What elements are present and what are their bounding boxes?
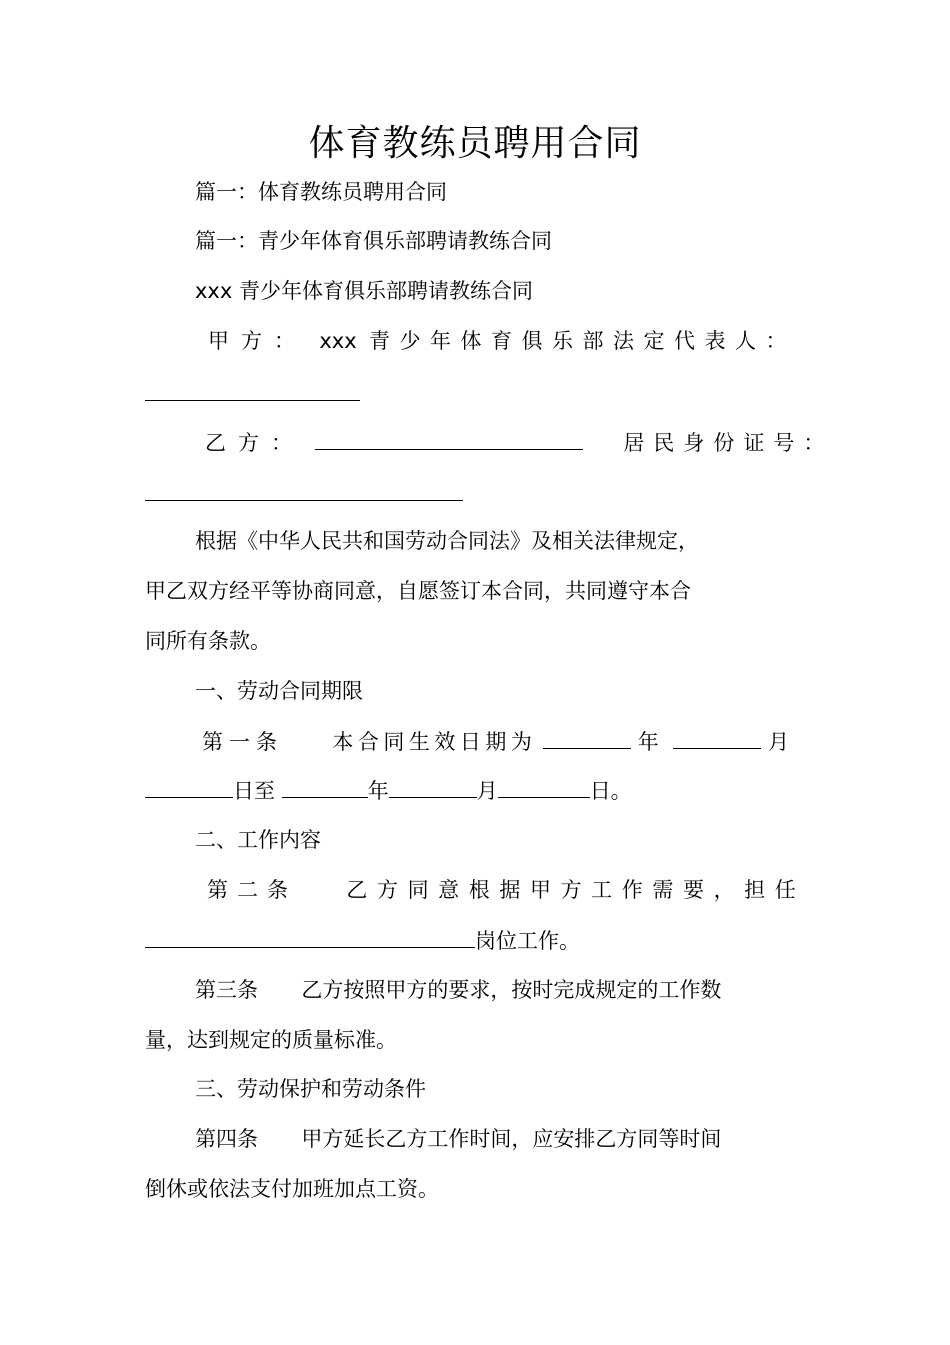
article-1-day-end: 日。 (589, 779, 632, 803)
subtitle-1: 篇一：体育教练员聘用合同 (195, 180, 447, 204)
article-3-head: 第三条 (195, 978, 258, 1002)
article-1-month: 月 (768, 730, 790, 754)
article-4-line-2: 倒休或依法支付加班加点工资。 (145, 1177, 439, 1201)
article-1-head: 第一条 (202, 730, 283, 754)
article-1-text: 本合同生效日期为 (332, 730, 537, 754)
party-a-rest: 青少年体育俱乐部法定代表人： (368, 329, 796, 353)
end-month-blank[interactable] (389, 775, 477, 798)
article-1-line-1 (202, 726, 805, 757)
party-a-label: 甲方： (208, 329, 307, 353)
subtitle-3: xxx 青少年体育俱乐部聘请教练合同 (195, 279, 533, 303)
end-day-blank[interactable] (498, 775, 590, 798)
party-b-id-blank[interactable] (145, 478, 463, 501)
party-b-id-blank-line (145, 478, 805, 509)
intro-line-2: 甲乙双方经平等协商同意，自愿签订本合同，共同遵守本合 (145, 579, 691, 603)
document-title: 体育教练员聘用合同 (308, 123, 642, 164)
party-a-blank-line (145, 378, 805, 409)
article-1-year: 年 (637, 730, 659, 754)
party-a-line (208, 326, 796, 356)
party-b-id-label: 居民身份证号： (623, 431, 834, 455)
section-1-heading: 一、劳动合同期限 (195, 679, 363, 703)
article-4-text-1: 甲方延长乙方工作时间，应安排乙方同等时间 (301, 1127, 722, 1151)
article-1-month-2: 月 (476, 779, 498, 803)
article-3-text-1: 乙方按照甲方的要求，按时完成规定的工作数 (301, 978, 722, 1002)
party-b-name-blank[interactable] (315, 427, 583, 450)
article-2-text: 乙方同意根据甲方工作需要，担任 (346, 878, 806, 902)
party-a-name: xxx (319, 329, 357, 353)
article-1-year-2: 年 (367, 779, 389, 803)
article-1-day-to: 日至 (233, 779, 275, 803)
article-2-tail: 岗位工作。 (475, 929, 580, 953)
party-a-rep-blank[interactable] (145, 378, 360, 401)
section-2-heading: 二、工作内容 (195, 828, 321, 852)
article-3-line-1 (195, 975, 805, 1005)
start-month-blank[interactable] (673, 726, 761, 749)
article-2-line-1 (207, 875, 805, 905)
party-b-label: 乙方： (205, 431, 304, 455)
article-1-line-2 (145, 775, 805, 806)
start-day-blank[interactable] (145, 775, 233, 798)
section-3-heading: 三、劳动保护和劳动条件 (195, 1077, 426, 1101)
article-3-line-2: 量，达到规定的质量标准。 (145, 1028, 397, 1052)
end-year-blank[interactable] (282, 775, 368, 798)
subtitle-2: 篇一：青少年体育俱乐部聘请教练合同 (195, 229, 552, 253)
intro-line-1: 根据《中华人民共和国劳动合同法》及相关法律规定， (195, 529, 699, 553)
article-4-head: 第四条 (195, 1127, 258, 1151)
intro-line-3: 同所有条款。 (145, 629, 271, 653)
party-b-line (205, 427, 834, 458)
article-2-line-2 (145, 925, 805, 956)
article-2-head: 第二条 (207, 878, 297, 902)
position-blank[interactable] (145, 925, 475, 948)
article-4-line-1 (195, 1124, 805, 1154)
start-year-blank[interactable] (543, 726, 631, 749)
